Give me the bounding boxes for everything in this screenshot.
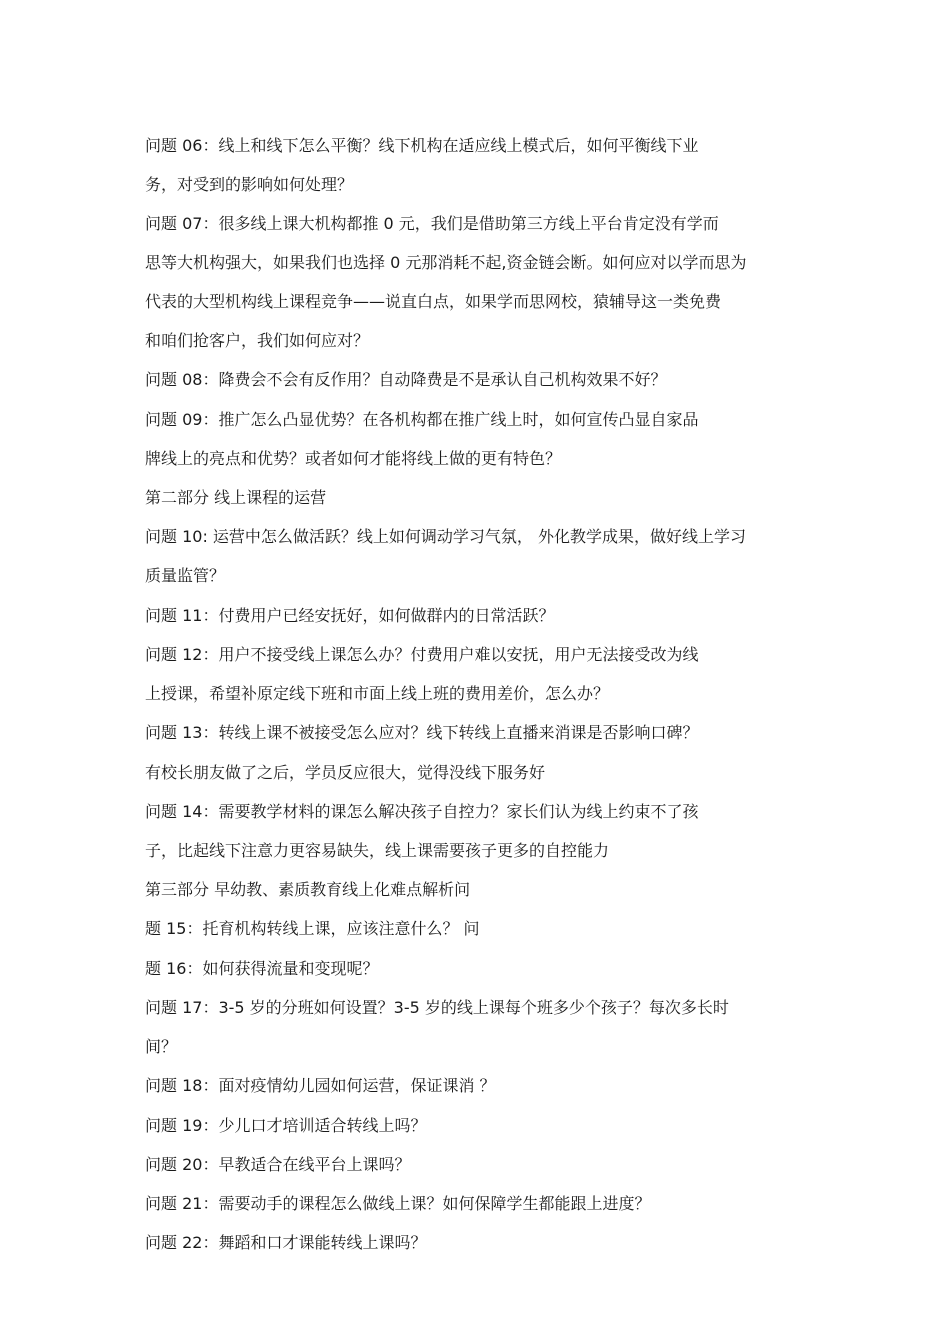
text-line: 问题 12：用户不接受线上课怎么办？付费用户难以安抚，用户无法接受改为线 — [145, 645, 699, 664]
text-line: 问题 13：转线上课不被接受怎么应对？线下转线上直播来消课是否影响口碑？ — [145, 723, 699, 742]
text-line: 问题 19：少儿口才培训适合转线上吗？ — [145, 1116, 427, 1135]
text-line: 子，比起线下注意力更容易缺失，线上课需要孩子更多的自控能力 — [145, 841, 610, 860]
text-line: 务，对受到的影响如何处理？ — [145, 175, 354, 194]
text-line: 有校长朋友做了之后，学员反应很大，觉得没线下服务好 — [145, 763, 546, 782]
text-line: 质量监管？ — [145, 566, 226, 585]
text-line: 问题 18：面对疫情幼儿园如何运营，保证课消 ？ — [145, 1076, 496, 1095]
text-line: 问题 09：推广怎么凸显优势？在各机构都在推广线上时，如何宣传凸显自家品 — [145, 410, 699, 429]
text-line: 题 16：如何获得流量和变现呢？ — [145, 959, 379, 978]
text-line: 思等大机构强大，如果我们也选择 0 元那消耗不起,资金链会断。如何应对以学而思为 — [145, 253, 747, 272]
text-line: 问题 22：舞蹈和口才课能转线上课吗？ — [145, 1233, 427, 1252]
text-line: 问题 10: 运营中怎么做活跃？线上如何调动学习气氛， 外化教学成果，做好线上学习 — [145, 527, 747, 546]
text-line: 问题 08：降费会不会有反作用？自动降费是不是承认自己机构效果不好？ — [145, 370, 667, 389]
text-line: 问题 17：3-5 岁的分班如何设置？3-5 岁的线上课每个班多少个孩子？每次多长时 — [145, 998, 729, 1017]
text-line: 牌线上的亮点和优势？或者如何才能将线上做的更有特色？ — [145, 449, 562, 468]
section-heading: 第三部分 早幼教、素质教育线上化难点解析问 — [145, 880, 471, 899]
text-line: 问题 11：付费用户已经安抚好，如何做群内的日常活跃？ — [145, 606, 555, 625]
text-line: 问题 20：早教适合在线平台上课吗？ — [145, 1155, 411, 1174]
text-line: 问题 07：很多线上课大机构都推 0 元，我们是借助第三方线上平台肯定没有学而 — [145, 214, 719, 233]
text-line: 上授课，希望补原定线下班和市面上线上班的费用差价，怎么办？ — [145, 684, 610, 703]
text-line: 题 15：托育机构转线上课，应该注意什么？ 问 — [145, 919, 480, 938]
text-line: 间？ — [145, 1037, 178, 1056]
text-line: 问题 14：需要教学材料的课怎么解决孩子自控力？家长们认为线上约束不了孩 — [145, 802, 699, 821]
text-line: 代表的大型机构线上课程竞争——说直白点，如果学而思网校，猿辅导这一类免费 — [145, 292, 722, 311]
text-line: 问题 06：线上和线下怎么平衡？线下机构在适应线上模式后，如何平衡线下业 — [145, 136, 699, 155]
text-line: 和咱们抢客户，我们如何应对？ — [145, 331, 370, 350]
text-line: 问题 21：需要动手的课程怎么做线上课？如何保障学生都能跟上进度？ — [145, 1194, 651, 1213]
section-heading: 第二部分 线上课程的运营 — [145, 488, 327, 507]
